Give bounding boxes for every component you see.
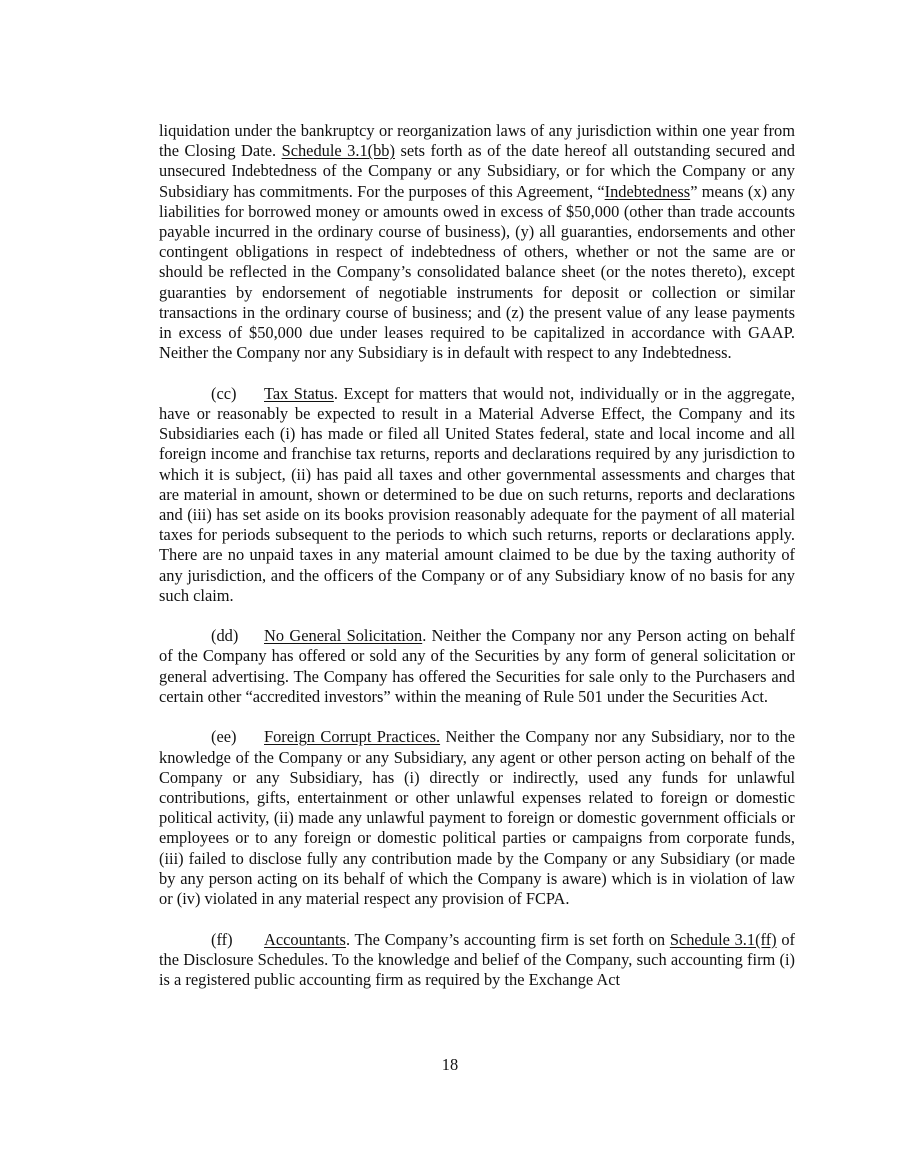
paragraph-ff-accountants (159, 930, 795, 991)
section-number: (dd) (211, 626, 239, 646)
text: liquidation under the bankruptcy or reorganization laws of any jurisdiction within one year from the Closing Date. (159, 121, 795, 161)
section-heading: Accountants (264, 929, 346, 949)
section-number: (cc) (211, 383, 237, 403)
section-number: (ee) (211, 727, 237, 747)
paragraph-ee-foreign-corrupt-practices (159, 727, 795, 909)
text: sets forth as of the date hereof all outstanding secured and unsecured Indebtedness of the Company or any Subsidiary, or for which the Company or any Subsidiary has commitments. For the purposes of this Agreement, “ (159, 141, 795, 201)
section-number: (ff) (211, 929, 233, 949)
section-text: . Neither the Company nor any Person acting on behalf of the Company has offered or sold any of the Securities by any form of general solicitation or general advertising. The Company has offered the Securities for sale only to the Purchasers and certain other “accredited investors” within the meaning of Rule 501 under the Securities Act. (159, 626, 795, 706)
defined-term-indebtedness: Indebtedness (604, 181, 691, 201)
paragraph-bb-continuation (159, 121, 795, 363)
text: ” means (x) any liabilities for borrowed money or amounts owed in excess of $50,000 (other than trade accounts payable incurred in the ordinary course of business), (y) all guaranties, endorsements and other contingent obligations in respect of indebtedness of others, whether or not the same are or should be reflected in the Company’s consolidated balance sheet (or the notes thereto), except guaranties by endorsement of negotiable instruments for deposit or collection or similar transactions in the ordinary course of business; and (z) the present value of any lease payments in excess of $50,000 due under leases required to be capitalized in accordance with GAAP. Neither the Company nor any Subsidiary is in default with respect to any Indebtedness. (159, 181, 795, 363)
section-heading: Tax Status (264, 383, 334, 403)
body-text (159, 121, 795, 1010)
section-text: . Except for matters that would not, individually or in the aggregate, have or reasonably be expected to result in a Material Adverse Effect, the Company and its Subsidiaries each (i) has made or filed all United States federal, state and local income and all foreign income and franchise tax returns, reports and declarations required by any jurisdiction to which it is subject, (ii) has paid all taxes and other governmental assessments and charges that are material in amount, shown or determined to be due on such returns, reports and declarations and (iii) has set aside on its books provision reasonably adequate for the payment of all material taxes for periods subsequent to the periods to which such returns, reports or declarations apply. There are no unpaid taxes in any material amount claimed to be due by the taxing authority of any jurisdiction, and the officers of the Company or of any Subsidiary know of no basis for any such claim. (159, 383, 795, 605)
schedule-3-1-ff-reference: Schedule 3.1(ff) (669, 929, 777, 949)
section-heading: Foreign Corrupt Practices. (264, 727, 441, 747)
section-text: . The Company’s accounting firm is set forth on (345, 929, 670, 949)
page-number: 18 (441, 1055, 459, 1074)
paragraph-dd-no-general-solicitation (159, 626, 795, 707)
schedule-3-1-bb-reference: Schedule 3.1(bb) (281, 141, 395, 161)
paragraph-cc-tax-status (159, 384, 795, 606)
section-heading: No General Solicitation (264, 626, 423, 646)
section-text: of the Disclosure Schedules. To the knowledge and belief of the Company, such accounting firm (i) is a registered public accounting firm as required by the Exchange Act (159, 929, 796, 989)
section-text: Neither the Company nor any Subsidiary, nor to the knowledge of the Company or any Subsidiary, any agent or other person acting on behalf of the Company or any Subsidiary, has (i) directly or indirectly, used any funds for unlawful contributions, gifts, entertainment or other unlawful expenses related to foreign or domestic political activity, (ii) made any unlawful payment to foreign or domestic government officials or employees or to any foreign or domestic political parties or campaigns from corporate funds, (iii) failed to disclose fully any contribution made by the Company or any Subsidiary (or made by any person acting on its behalf of which the Company is aware) which is in violation of law or (iv) violated in any material respect any provision of FCPA. (159, 727, 796, 908)
